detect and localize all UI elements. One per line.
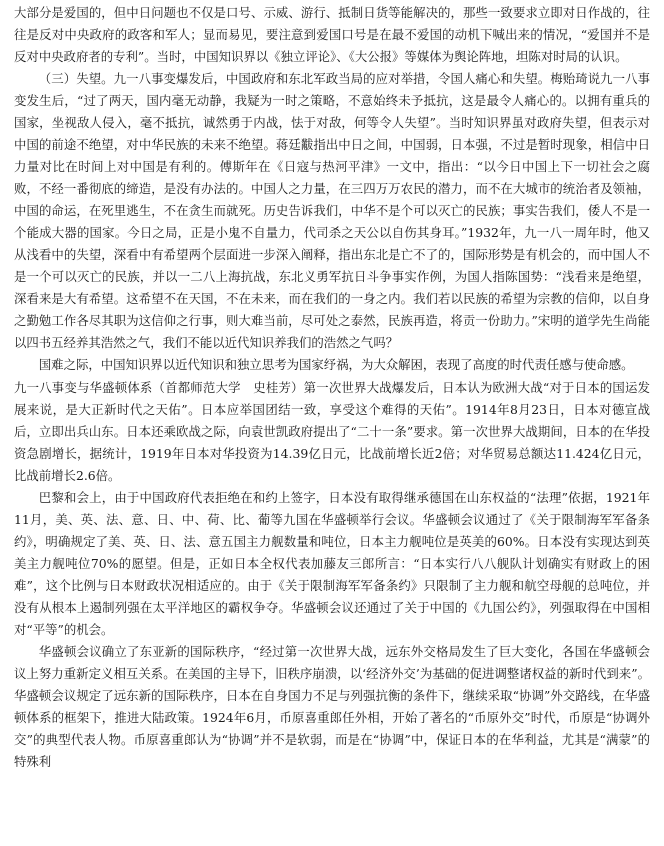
paragraph-disappointment: （三）失望。九一八事变爆发后，中国政府和东北军政当局的应对举措，令国人痛心和失望。梅贻琦说九一八事变发生后，“过了两天，国内毫无动静，我疑为一时之策略，不意始终未予抵抗，这是最令人痛心的。以拥有重兵的国家，坐视敌人侵入，毫不抵抗，诚然勇于内战，怯于对敌，何等令人失望”。当时知识界虽对政府失望，但表示对中国的前途不绝望，对中华民族的未来不绝望。蒋廷黻指出中日之间，中国弱，日本强，不过是暂时现象，相信中日力量对比在时间上对中国是有利的。傅斯年在《日寇与热河平津》一文中，指出：“以今日中国上下一切社会之腐败，不经一番彻底的缔造，是没有办法的。中国人之力量，在三四万万农民的潜力，而不在大城市的统治者及领袖，中国的命运，在死里逃生，不在贪生而就死。历史告诉我们，中华不是个可以灭亡的民族；事实告我们，倭人不是一个能成大器的国家。今日之局，正是小鬼不自量力，代司杀之天公以自伤其身耳。”1932年，九一八一周年时，他又从浅看中的失望，深看中有希望两个层面进一步深入阐释，指出东北是亡不了的，国际形势是有机会的，而中国人不是一个可以灭亡的民族，并以一二八上海抗战，东北义勇军抗日斗争事实作例，为国人指陈国势：“浅看来是绝望，深看来是大有希望。这希望不在天国，不在未来，而在我们的一身之内。我们若以民族的希望为宗教的信仰，以自身之勤勉工作各尽其职为这信仰之行事，则大难当前，尽可处之泰然，民族再造，将贡一份助力。”宋明的道学先生尚能以四书五经养其浩然之气，我们不能以近代知识养我们的浩然之气吗？ xyxy=(14,71,650,350)
paragraph-east-asia-order: 华盛顿会议确立了东亚新的国际秩序，“经过第一次世界大战，远东外交格局发生了巨大变化，各国在华盛顿会议上努力重新定义相互关系。在美国的主导下，旧秩序崩溃，以‘经济外交’为基础的促进调整诸权益的新时代到来”。华盛顿会议规定了远东新的国际秩序，日本在自身国力不足与列强抗衡的条件下，继续采取“协调”外交路线，在华盛顿体系的框架下，推进大陆政策。1924年6月，币原喜重郎任外相，开始了著名的“币原外交”时代，币原是“协调外交”的典型代表人物。币原喜重郎认为“协调”并不是软弱，而是在“协调”中，保证日本的在华利益，尤其是“满蒙”的特殊利 xyxy=(14,644,650,769)
paragraph-washington-system-intro: 九一八事变与华盛顿体系（首都师范大学 史桂芳）第一次世界大战爆发后，日本认为欧洲大战“对于日本的国运发展来说，是大正新时代之天佑”。日本应举国团结一致，享受这个难得的天佑”。1914年8月23日，日本对德宣战后，立即出兵山东。日本还乘欧战之际，向袁世凯政府提出了“二十一条”要求。第一次世界大战期间，日本的在华投资急剧增长，据统计，1919年日本对华投资为14.39亿日元，比战前增长近2倍；对华贸易总额达11.424亿日元，比战前增长2.6倍。 xyxy=(14,380,650,483)
paragraph-patriotism-slogans: 大部分是爱国的，但中日问题也不仅是口号、示威、游行、抵制日货等能解决的，那些一致要求立即对日作战的，往往是反对中央政府的政客和军人；显而易见，要注意到爱国口号是在最不爱国的动机下喊出来的情况，“爱国并不是反对中央政府者的专利”。当时，中国知识界以《独立评论》、《大公报》等媒体为舆论阵地，坦陈对时局的认识。 xyxy=(14,5,650,64)
paragraph-paris-washington-conference: 巴黎和会上，由于中国政府代表拒绝在和约上签字，日本没有取得继承德国在山东权益的“法理”依据，1921年11月，美、英、法、意、日、中、荷、比、葡等九国在华盛顿举行会议。华盛顿会议通过了《关于限制海军军备条约》，明确规定了美、英、日、法、意五国主力舰数量和吨位，日本主力舰吨位是英美的60%。日本没有实现达到英美主力舰吨位70%的愿望。但是，正如日本全权代表加藤友三郎所言：“日本实行八八舰队计划确实有财政上的困难”，这个比例与日本财政状况相适应的。由于《关于限制海军军备条约》只限制了主力舰和航空母舰的总吨位，并没有从根本上遏制列强在太平洋地区的霸权争夺。华盛顿会议还通过了关于中国的《九国公约》，列强取得在中国相对“平等”的机会。 xyxy=(14,490,650,637)
paragraph-national-crisis: 国难之际，中国知识界以近代知识和独立思考为国家纾祸，为大众解困，表现了高度的时代责任感与使命感。 xyxy=(38,357,634,372)
